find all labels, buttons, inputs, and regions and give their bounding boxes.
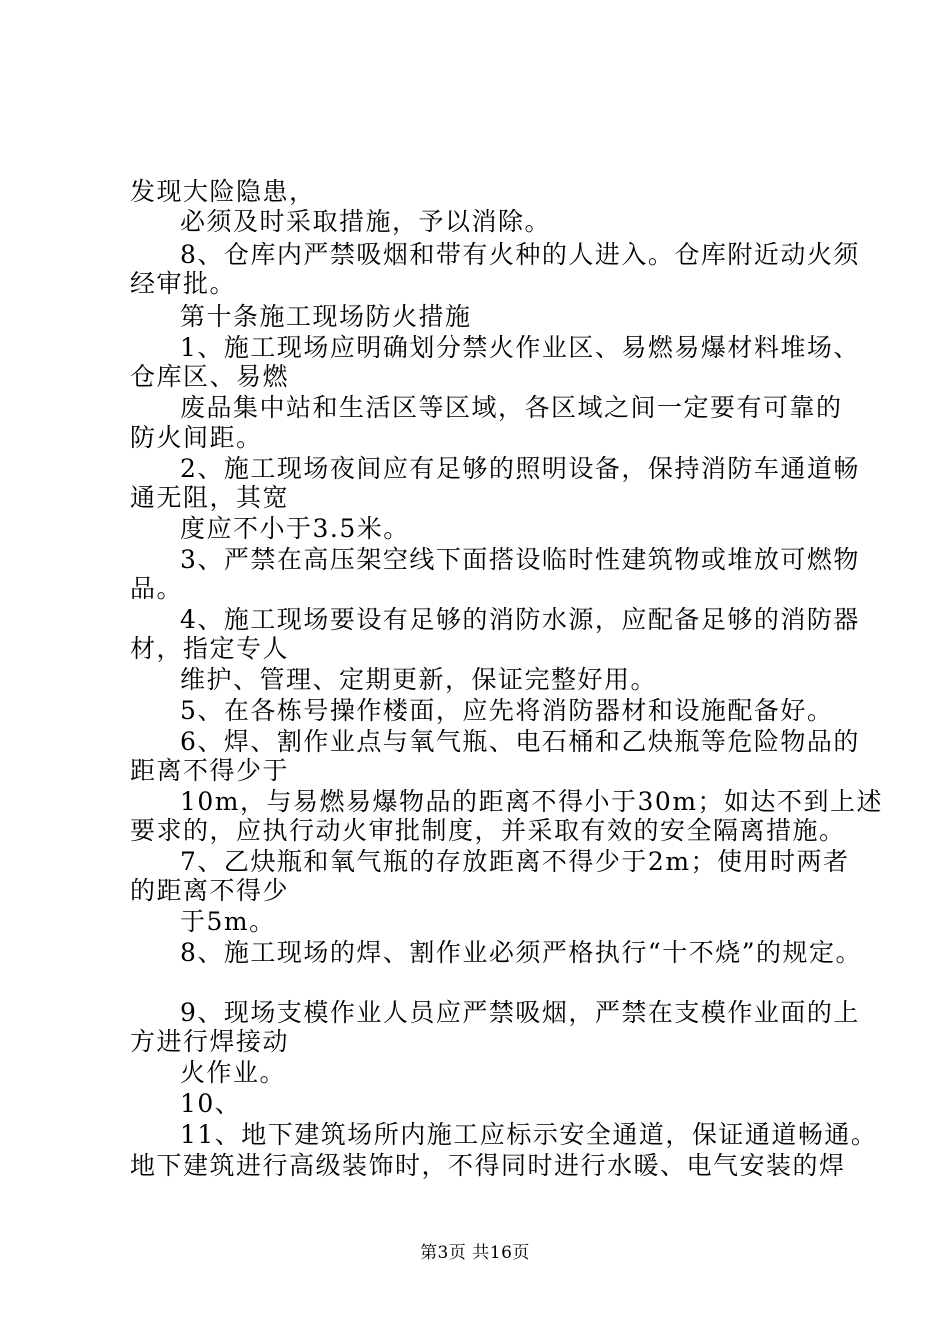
- text-line: 2、施工现场夜间应有足够的照明设备，保持消防车通道畅: [180, 454, 860, 483]
- text-line: 的距离不得少: [130, 876, 290, 905]
- text-line: 要求的，应执行动火审批制度，并采取有效的安全隔离措施。: [130, 816, 846, 845]
- text-line: 9、现场支模作业人员应严禁吸烟，严禁在支模作业面的上: [180, 998, 860, 1027]
- text-line: 8、仓库内严禁吸烟和带有火种的人进入。仓库附近动火须: [180, 240, 860, 269]
- text-line: 5、在各栋号操作楼面，应先将消防器材和设施配备好。: [180, 696, 834, 725]
- text-line: 6、焊、割作业点与氧气瓶、电石桶和乙炔瓶等危险物品的: [180, 727, 860, 756]
- text-line: 经审批。: [130, 269, 237, 298]
- text-line: 发现大险隐患，: [130, 177, 316, 206]
- text-line: 10、: [180, 1089, 242, 1118]
- text-line: 1、施工现场应明确划分禁火作业区、易燃易爆材料堆场、: [180, 333, 860, 362]
- text-line: 通无阻，其宽: [130, 483, 290, 512]
- text-line: 度应不小于3.5米。: [180, 514, 410, 543]
- text-line: 火作业。: [180, 1058, 287, 1087]
- text-line: 10m，与易燃易爆物品的距离不得小于30m；如达不到上述: [180, 787, 884, 816]
- text-line: 必须及时采取措施，予以消除。: [180, 207, 552, 236]
- page-number-footer: 第3页 共16页: [420, 1243, 530, 1263]
- text-line: 维护、管理、定期更新，保证完整好用。: [180, 665, 658, 694]
- section-heading: 第十条施工现场防火措施: [180, 302, 472, 331]
- text-line: 距离不得少于: [130, 756, 290, 785]
- text-line: 11、地下建筑场所内施工应标示安全通道，保证通道畅通。: [180, 1120, 878, 1149]
- text-line: 防火间距。: [130, 423, 263, 452]
- text-line: 于5m。: [180, 907, 276, 936]
- text-line: 3、严禁在高压架空线下面搭设临时性建筑物或堆放可燃物: [180, 545, 860, 574]
- text-line: 废品集中站和生活区等区域，各区域之间一定要有可靠的: [180, 393, 843, 422]
- text-line: 8、施工现场的焊、割作业必须严格执行“十不烧”的规定。: [180, 938, 862, 967]
- text-line: 7、乙炔瓶和氧气瓶的存放距离不得少于2m；使用时两者: [180, 847, 850, 876]
- text-line: 材，指定专人: [130, 634, 290, 663]
- text-line: 地下建筑进行高级装饰时，不得同时进行水暖、电气安装的焊: [130, 1151, 846, 1180]
- text-line: 品。: [130, 574, 184, 603]
- text-line: 方进行焊接动: [130, 1027, 290, 1056]
- text-line: 4、施工现场要设有足够的消防水源，应配备足够的消防器: [180, 605, 860, 634]
- text-line: 仓库区、易燃: [130, 362, 290, 391]
